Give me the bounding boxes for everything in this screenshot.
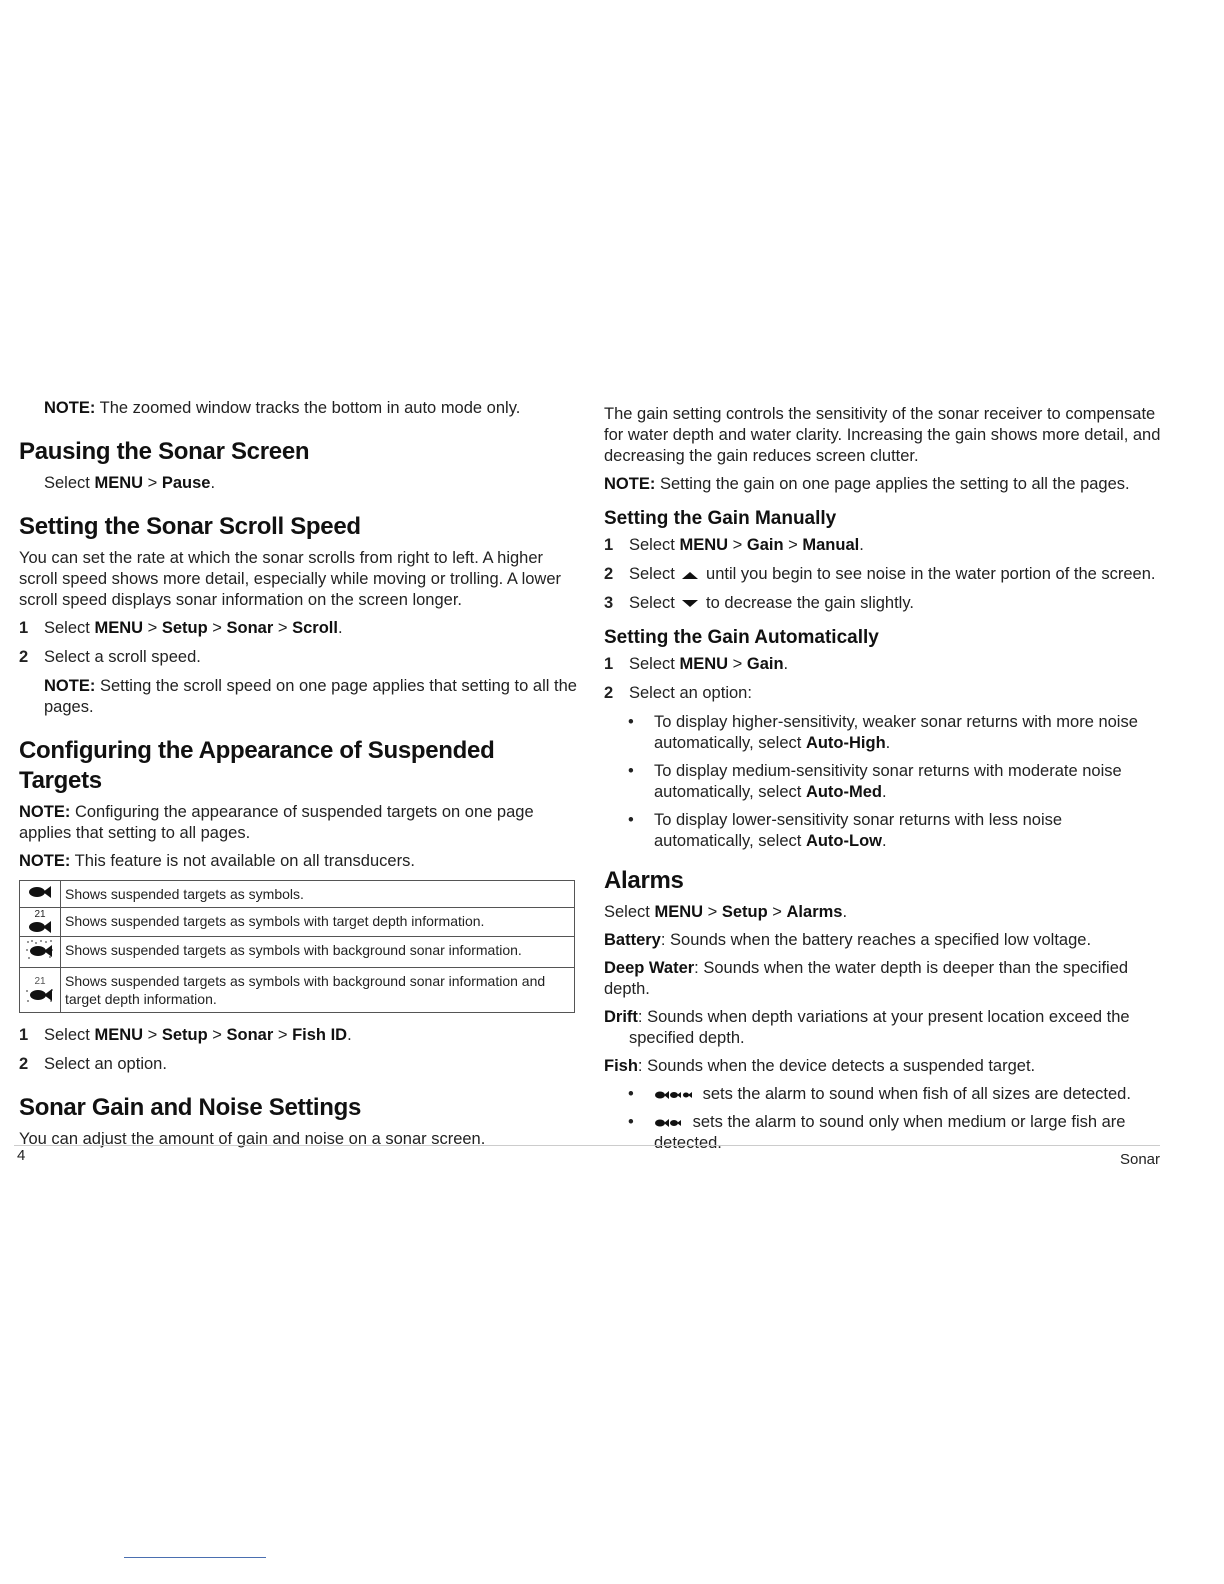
table-row: Shows suspended targets as symbols. bbox=[20, 881, 575, 908]
auto-step-1: 1 Select MENU > Gain. bbox=[604, 655, 789, 673]
targets-note-1: NOTE: Configuring the appearance of suspended targets on one page applies that setting to all pages. bbox=[19, 803, 534, 842]
alarm-drift: Drift: Sounds when depth variations at your present location exceed the specified depth. bbox=[604, 1008, 1130, 1047]
list-item: • sets the alarm to sound only when medium or large fish are detected. bbox=[628, 1113, 1126, 1152]
gain-manual-heading: Setting the Gain Manually bbox=[604, 508, 837, 529]
fish-background-depth-icon: 21 bbox=[24, 977, 56, 1003]
scroll-speed-body: You can set the rate at which the sonar scrolls from right to left. A higher scroll speed shows more detail, especially while moving or trolling. A lower scroll speed displays sonar information on the screen longer. bbox=[19, 549, 561, 609]
footer-section-name: Sonar bbox=[1119, 1151, 1160, 1168]
fish-medium-large-icon bbox=[654, 1118, 684, 1128]
pausing-heading: Pausing the Sonar Screen bbox=[19, 438, 310, 465]
alarm-battery: Battery: Sounds when the battery reaches a specified low voltage. bbox=[604, 931, 1092, 949]
page-number: 4 bbox=[17, 1147, 26, 1164]
table-row: 21 Shows suspended targets as symbols with background sonar information and target depth information. bbox=[20, 968, 575, 1013]
fish-symbol-icon bbox=[29, 885, 51, 899]
gain-noise-body: You can adjust the amount of gain and noise on a sonar screen. bbox=[19, 1130, 486, 1148]
auto-step-2: 2 Select an option: bbox=[604, 684, 752, 702]
fish-depth-icon: 21 bbox=[24, 910, 56, 934]
up-arrow-icon bbox=[682, 570, 698, 580]
fish-all-sizes-icon bbox=[654, 1090, 694, 1100]
suspended-targets-heading: Configuring the Appearance of Suspended Targets bbox=[19, 737, 495, 794]
gain-noise-heading: Sonar Gain and Noise Settings bbox=[19, 1094, 362, 1121]
table-row: Shows suspended targets as symbols with background sonar information. bbox=[20, 937, 575, 968]
list-item: • To display higher-sensitivity, weaker sonar returns with more noise automatically, select Auto-High. bbox=[628, 713, 1138, 752]
gain-intro: The gain setting controls the sensitivity of the sonar receiver to compensate for water depth and water clarity. Increasing the gain shows more detail, and decreasing the gain reduces screen clutter. bbox=[604, 405, 1161, 465]
right-column bbox=[604, 398, 1164, 1161]
gain-auto-heading: Setting the Gain Automatically bbox=[604, 627, 879, 648]
suspended-targets-table bbox=[19, 880, 575, 1013]
manual-step-2: 2 Select until you begin to see noise in the water portion of the screen. bbox=[604, 565, 1156, 583]
down-arrow-icon bbox=[682, 599, 698, 609]
alarm-fish: Fish: Sounds when the device detects a suspended target. bbox=[604, 1057, 1036, 1075]
alarms-heading: Alarms bbox=[604, 867, 684, 894]
fishid-step-2: 2 Select an option. bbox=[19, 1055, 167, 1073]
list-item: • To display lower-sensitivity sonar returns with less noise automatically, select Auto-Low. bbox=[628, 811, 1063, 850]
manual-step-3: 3 Select to decrease the gain slightly. bbox=[604, 594, 914, 612]
alarms-instruction: Select MENU > Setup > Alarms. bbox=[604, 903, 848, 921]
scroll-note: NOTE: Setting the scroll speed on one page applies that setting to all the pages. bbox=[44, 677, 577, 716]
pausing-instruction: Select MENU > Pause. bbox=[44, 474, 216, 492]
gain-note: NOTE: Setting the gain on one page applies the setting to all the pages. bbox=[604, 475, 1130, 493]
list-item: • sets the alarm to sound when fish of all sizes are detected. bbox=[628, 1085, 1131, 1103]
left-column bbox=[19, 398, 579, 1157]
scroll-step-1: 1 Select MENU > Setup > Sonar > Scroll. bbox=[19, 619, 343, 637]
scroll-speed-heading: Setting the Sonar Scroll Speed bbox=[19, 513, 361, 540]
zoom-note: NOTE: The zoomed window tracks the bottom in auto mode only. bbox=[44, 399, 521, 417]
targets-note-2: NOTE: This feature is not available on all transducers. bbox=[19, 852, 415, 870]
list-item: • To display medium-sensitivity sonar returns with moderate noise automatically, select Auto-Med. bbox=[628, 762, 1122, 801]
alarm-deep-water: Deep Water: Sounds when the water depth is deeper than the specified depth. bbox=[604, 959, 1129, 998]
table-row: 21 Shows suspended targets as symbols with target depth information. bbox=[20, 908, 575, 937]
fish-background-icon bbox=[26, 939, 54, 961]
scroll-step-2: 2 Select a scroll speed. bbox=[19, 648, 201, 666]
bottom-rule bbox=[124, 1557, 266, 1558]
manual-step-1: 1 Select MENU > Gain > Manual. bbox=[604, 536, 864, 554]
fishid-step-1: 1 Select MENU > Setup > Sonar > Fish ID. bbox=[19, 1026, 352, 1044]
footer-divider bbox=[14, 1145, 1160, 1146]
